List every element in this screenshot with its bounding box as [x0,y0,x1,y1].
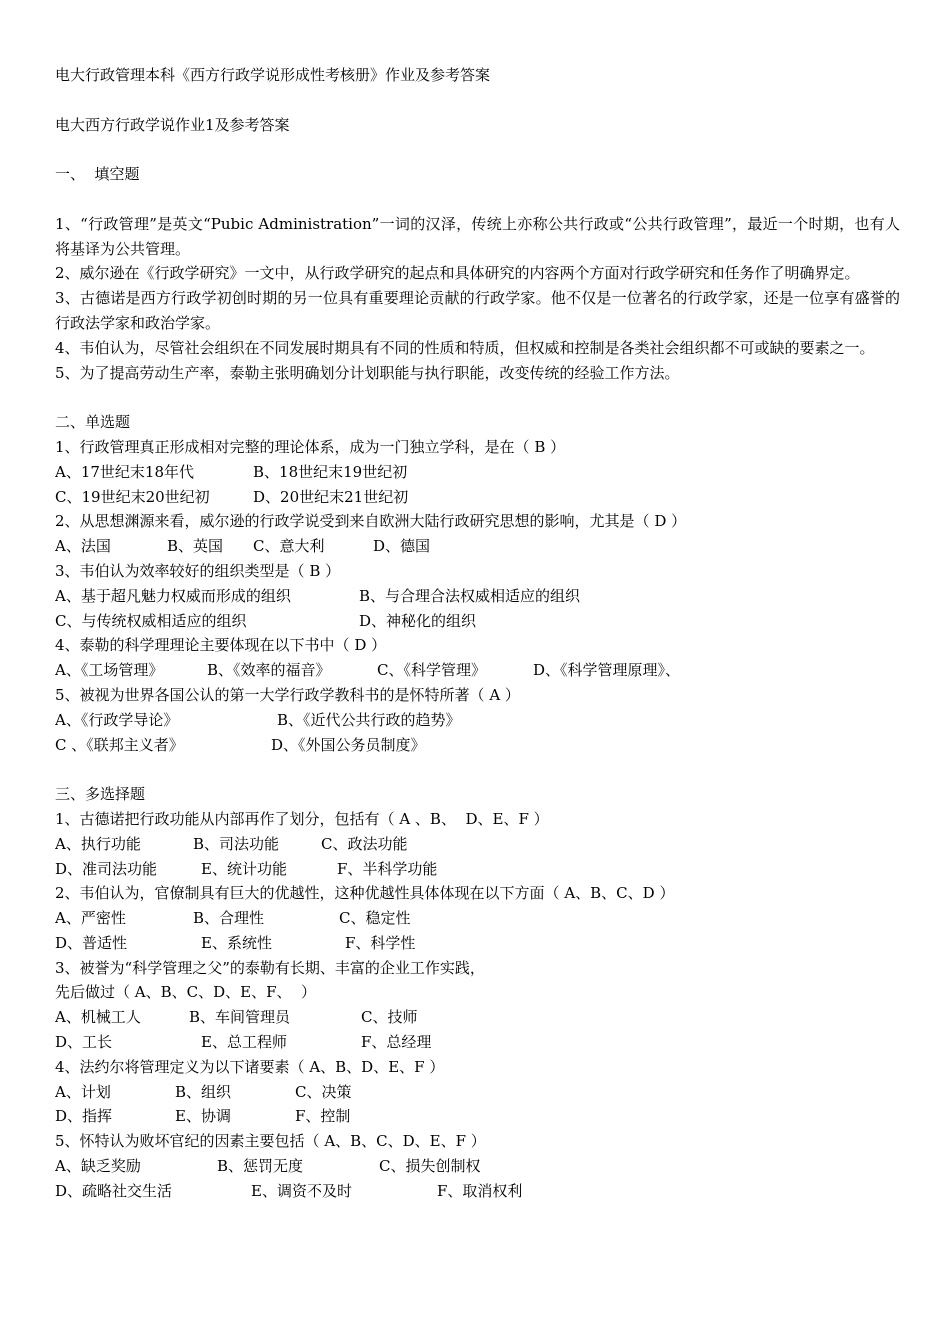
option: D、指挥 [55,1107,113,1126]
document-title: 电大行政管理本科《西方行政学说形成性考核册》作业及参考答案 [55,66,491,84]
option: C、意大利 [253,537,325,556]
option-row [55,609,900,634]
option: C、技师 [361,1008,418,1027]
question-text: 5、被视为世界各国公认的第一大学行政学教科书的是怀特所著（ A ） [55,685,520,704]
option-row [55,1179,900,1204]
option: D、准司法功能 [55,859,158,878]
fill-blank-item: 2、威尔逊在《行政学研究》一文中，从行政学研究的起点和具体研究的内容两个方面对行政学研究和任务作了明确界定。 [55,264,860,283]
option-row [55,485,900,510]
option: C、稳定性 [339,909,411,928]
option: B、司法功能 [193,834,280,853]
option: B、18世纪末19世纪初 [253,462,408,481]
option-row [55,658,900,683]
question-text: 1、古德诺把行政功能从内部再作了划分，包括有（ A 、B、 D、E、F ） [55,809,549,828]
option: F、控制 [295,1107,351,1126]
option: C、政法功能 [321,834,408,853]
option-row [55,1005,900,1030]
option: D、20世纪末21世纪初 [253,487,409,506]
option-row [55,1104,900,1129]
option: A、基于超凡魅力权威而形成的组织 [55,586,291,605]
option: A、机械工人 [55,1008,141,1027]
option: B、车间管理员 [189,1008,291,1027]
option: C、损失创制权 [379,1157,481,1176]
option: F、半科学功能 [337,859,438,878]
option-row [55,1154,900,1179]
option-row [55,733,900,758]
option: E、协调 [175,1107,231,1126]
option: D、《科学管理原理》、 [533,661,681,680]
option: D、《外国公务员制度》 [271,735,426,754]
question-text: 5、怀特认为败坏官纪的因素主要包括（ A、B、C、D、E、F ） [55,1132,486,1151]
option: E、调资不及时 [251,1181,352,1200]
section-heading-fill-blank: 一、 填空题 [55,165,140,184]
option-row [55,832,900,857]
question-text: 2、韦伯认为，官僚制具有巨大的优越性，这种优越性具体体现在以下方面（ A、B、C、D ） [55,884,675,903]
option-row [55,460,900,485]
option: A、缺乏奖励 [55,1157,141,1176]
question-text: 3、韦伯认为效率较好的组织类型是（ B ） [55,561,341,580]
option: C、19世纪末20世纪初 [55,487,210,506]
option-row [55,931,900,956]
option: C 、《联邦主义者》 [55,735,184,754]
document-body [55,63,900,1204]
option: A、执行功能 [55,834,141,853]
option-row [55,708,900,733]
option-row [55,1030,900,1055]
option: E、统计功能 [201,859,287,878]
fill-blank-item: 3、古德诺是西方行政学初创时期的另一位具有重要理论贡献的行政学家。他不仅是一位著名的行政学家，还是一位享有盛誉的行政法学家和政治学家。 [55,289,900,332]
question-text: 3、被誉为“科学管理之父”的泰勒有长期、丰富的企业工作实践， [55,958,485,977]
option: B、英国 [167,537,224,556]
option: A、法国 [55,537,111,556]
option: D、疏略社交生活 [55,1181,173,1200]
fill-blank-item: 4、韦伯认为，尽管社会组织在不同发展时期具有不同的性质和特质，但权威和控制是各类社会组织都不可或缺的要素之一。 [55,338,875,357]
option: B、《效率的福音》 [207,661,331,680]
option: D、德国 [373,537,431,556]
section-heading-multiple-choice: 三、多选择题 [55,785,146,804]
option: E、总工程师 [201,1033,287,1052]
option: B、惩罚无度 [217,1157,304,1176]
option-row [55,1080,900,1105]
option: C、与传统权威相适应的组织 [55,611,247,630]
question-text-continued: 先后做过（ A、B、C、D、E、F、 ） [55,983,317,1002]
option: B、与合理合法权威相适应的组织 [359,586,581,605]
option-row [55,534,900,559]
fill-blank-item: 1、“行政管理”是英文“Pubic Administration”一词的汉泽，传统上亦称公共行政或“公共行政管理”，最近一个时期，也有人将基译为公共管理。 [55,214,900,258]
option: A、《行政学导论》 [55,710,179,729]
question-text: 1、行政管理真正形成相对完整的理论体系，成为一门独立学科，是在（ B ） [55,437,566,456]
option: B、组织 [175,1082,232,1101]
option: D、神秘化的组织 [359,611,477,630]
option: A、严密性 [55,909,126,928]
option-row [55,857,900,882]
option: A、《工场管理》 [55,661,164,680]
section-heading-single-choice: 二、单选题 [55,413,131,432]
option: D、工长 [55,1033,113,1052]
question-text: 2、从思想渊源来看，威尔逊的行政学说受到来自欧洲大陆行政研究思想的影响，尤其是（ D ） [55,512,687,531]
document-subtitle: 电大西方行政学说作业1及参考答案 [55,115,290,134]
option: C、决策 [295,1082,352,1101]
fill-blank-item: 5、为了提高劳动生产率，泰勒主张明确划分计划职能与执行职能，改变传统的经验工作方法。 [55,363,680,382]
option: F、总经理 [361,1033,432,1052]
option: D、普适性 [55,933,128,952]
question-text: 4、法约尔将管理定义为以下诸要素（ A、B、D、E、F ） [55,1057,445,1076]
question-text: 4、泰勒的科学理理论主要体现在以下书中（ D ） [55,636,387,655]
option: E、系统性 [201,933,272,952]
option: F、科学性 [345,933,416,952]
option-row [55,906,900,931]
option: C、《科学管理》 [377,661,486,680]
option: A、17世纪末18年代 [55,462,195,481]
option: F、取消权利 [437,1181,523,1200]
option: B、合理性 [193,909,265,928]
option: A、计划 [55,1082,111,1101]
option: B、《近代公共行政的趋势》 [277,710,461,729]
option-row [55,584,900,609]
